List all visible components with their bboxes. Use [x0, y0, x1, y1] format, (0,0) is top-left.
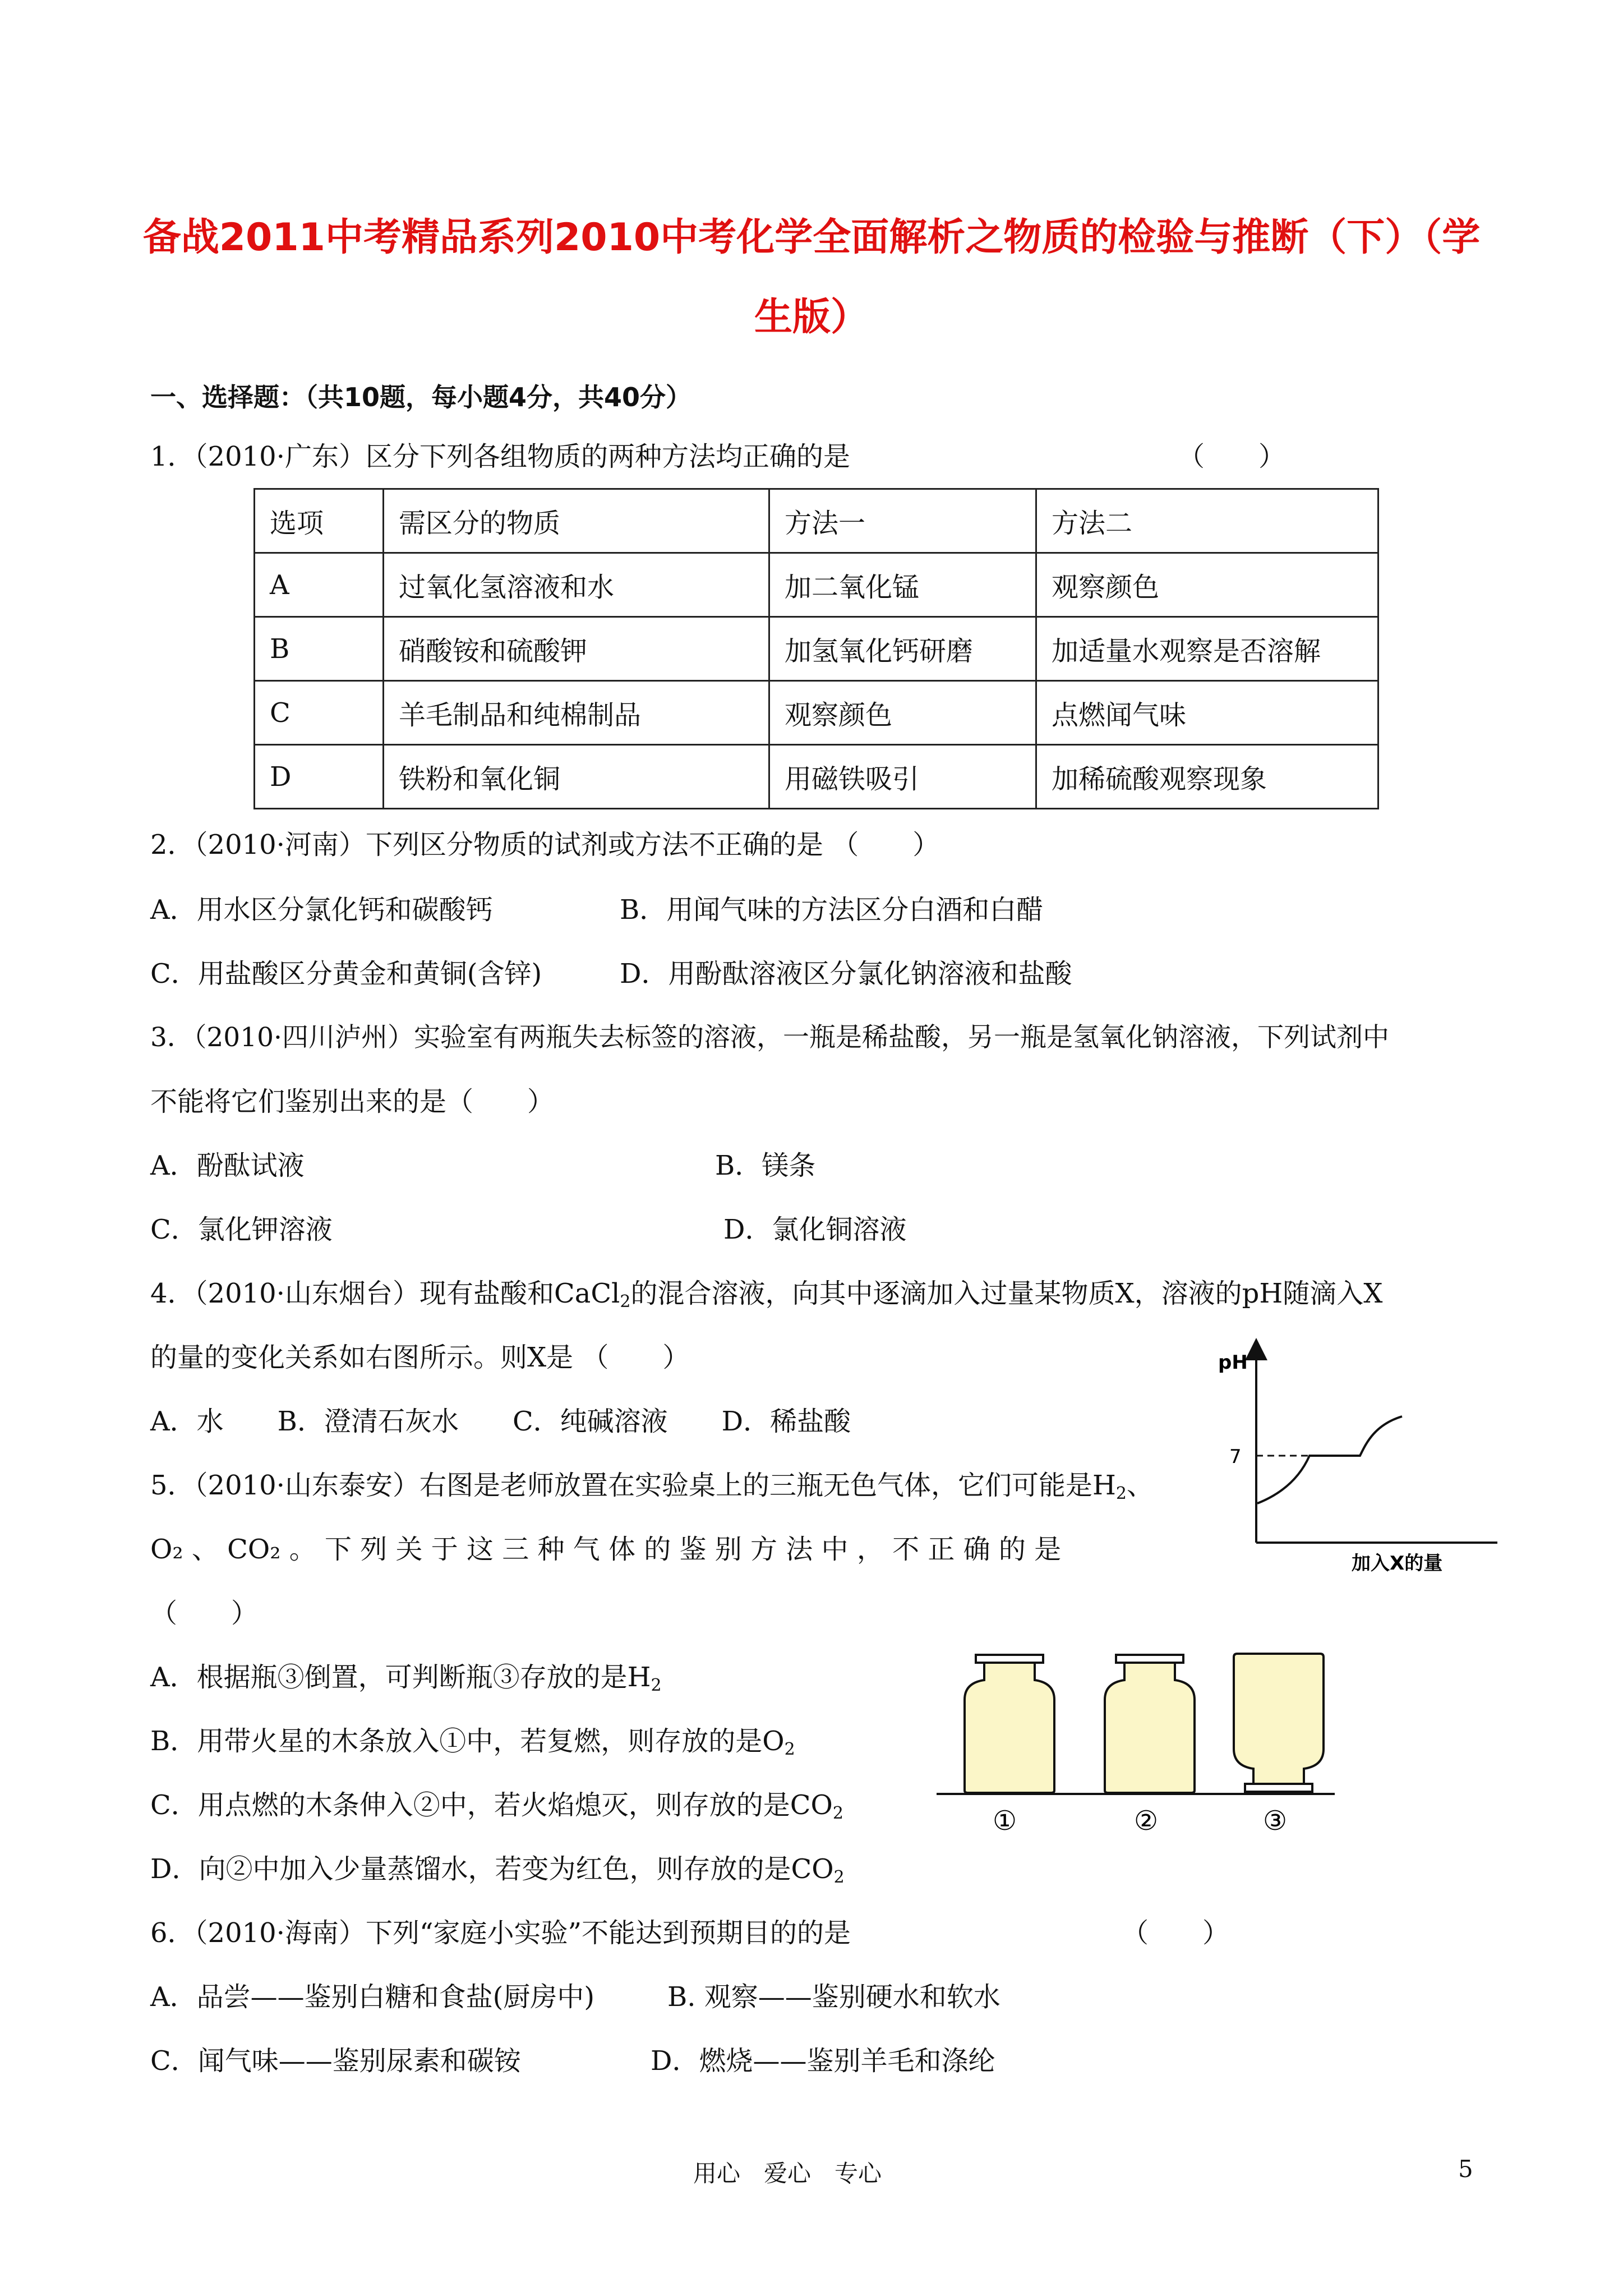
q2-stem: 2．（2010·河南）下列区分物质的试剂或方法不正确的是 （ ） — [150, 829, 940, 861]
table-row — [255, 617, 1378, 681]
table-cell: 加氢氧化钙研磨 — [769, 617, 1036, 681]
q3-option-b: B．镁条 — [715, 1150, 816, 1181]
table-cell: 观察颜色 — [769, 681, 1036, 745]
page-title-line1: 备战2011中考精品系列2010中考化学全面解析之物质的检验与推断（下）（学 — [142, 215, 1481, 260]
bottle-label-2: ② — [1134, 1805, 1159, 1837]
table-cell: 用磁铁吸引 — [769, 745, 1036, 809]
q5-option-b: B．用带火星的木条放入①中，若复燃，则存放的是$O_2$ — [150, 1726, 795, 1759]
q4-stem-line1 — [150, 1278, 1383, 1312]
table-cell: D — [255, 745, 384, 809]
table-cell: 加适量水观察是否溶解 — [1036, 617, 1378, 681]
q6-option-a: A．品尝——鉴别白糖和食盐(厨房中) — [150, 1981, 595, 2013]
q5-option-a: A．根据瓶③倒置，可判断瓶③存放的是$H_2$ — [150, 1662, 662, 1695]
q3-option-c: C．氯化钾溶液 — [150, 1214, 333, 1245]
table-cell: 过氧化氢溶液和水 — [384, 553, 769, 617]
q6-option-d: D．燃烧——鉴别羊毛和涤纶 — [651, 2045, 995, 2077]
q2-option-d: D．用酚酞溶液区分氯化钠溶液和盐酸 — [620, 958, 1072, 990]
q3-stem-line1: 3．（2010·四川泸州）实验室有两瓶失去标签的溶液，一瓶是稀盐酸，另一瓶是氢氧化钠溶液，下列试剂中 — [150, 1022, 1389, 1053]
q5-stem-line2: O₂ 、 CO₂ 。 下 列 关 于 这 三 种 气 体 的 鉴 别 方 法 中 ， 不 正 确 的 是 — [150, 1534, 1062, 1565]
table-cell: 观察颜色 — [1036, 553, 1378, 617]
q1-answer-blank: （ ） — [1178, 441, 1286, 472]
page-number: 5 — [1458, 2155, 1473, 2183]
q2-option-a: A．用水区分氯化钙和碳酸钙 — [150, 894, 493, 926]
bottle-1 — [965, 1655, 1054, 1793]
q1-stem: 1．（2010·广东）区分下列各组物质的两种方法均正确的是 — [150, 441, 850, 472]
q4-text-pre: 4．（2010·山东烟台）现有盐酸和 — [150, 1278, 554, 1309]
q1-options-table — [253, 488, 1379, 809]
table-cell: 点燃闻气味 — [1036, 681, 1378, 745]
table-row — [255, 553, 1378, 617]
table-cell: 羊毛制品和纯棉制品 — [384, 681, 769, 745]
q3-option-d: D．氯化铜溶液 — [723, 1214, 907, 1245]
page-title-line2: 生版） — [754, 295, 869, 339]
x-axis-label: 加入X的量 — [1352, 1552, 1443, 1575]
bottle-3-inverted — [1234, 1654, 1324, 1792]
y-tick-7: 7 — [1229, 1446, 1242, 1468]
q6-option-b: B. 观察——鉴别硬水和软水 — [667, 1981, 1000, 2013]
q3-stem-line2: 不能将它们鉴别出来的是（ ） — [150, 1086, 555, 1117]
q5-answer-blank: （ ） — [150, 1598, 259, 1629]
q4-stem-line2: 的量的变化关系如右图所示。则X是 （ ） — [150, 1342, 690, 1373]
table-cell: 硝酸铵和硫酸钾 — [384, 617, 769, 681]
gas-bottles-figure — [931, 1649, 1357, 1840]
table-header-cell: 需区分的物质 — [384, 489, 769, 553]
q5-option-d: D．向②中加入少量蒸馏水，若变为红色，则存放的是$CO_2$ — [150, 1853, 845, 1887]
q4-options: A．水 B．澄清石灰水 C．纯碱溶液 D．稀盐酸 — [150, 1406, 851, 1437]
q6-option-c: C．闻气味——鉴别尿素和碳铵 — [150, 2045, 521, 2077]
table-cell: 加二氧化锰 — [769, 553, 1036, 617]
table-row — [255, 681, 1378, 745]
table-cell: B — [255, 617, 384, 681]
bottle-label-1: ① — [993, 1805, 1017, 1837]
y-axis-label: pH — [1218, 1351, 1248, 1374]
table-cell: A — [255, 553, 384, 617]
q6-stem: 6．（2010·海南）下列“家庭小实验”不能达到预期目的的是 — [150, 1917, 851, 1949]
table-header-cell: 方法一 — [769, 489, 1036, 553]
table-header-cell: 方法二 — [1036, 489, 1378, 553]
q2-option-c: C．用盐酸区分黄金和黄铜(含锌) — [150, 958, 542, 990]
bottle-label-3: ③ — [1263, 1805, 1288, 1837]
table-header-cell: 选项 — [255, 489, 384, 553]
q5-stem-line1: 5．（2010·山东泰安）右图是老师放置在实验桌上的三瓶无色气体，它们可能是$H_2$、 — [150, 1470, 1154, 1503]
q4-text-post: 的混合溶液，向其中逐滴加入过量某物质X，溶液的pH随滴入X — [630, 1278, 1383, 1309]
table-header-row — [255, 489, 1378, 553]
table-cell: 铁粉和氧化铜 — [384, 745, 769, 809]
section-heading: 一、选择题：（共10题，每小题4分，共40分） — [150, 382, 692, 412]
footer-slogan: 用心 爱心 专心 — [693, 2160, 882, 2187]
q2-option-b: B．用闻气味的方法区分白酒和白醋 — [620, 894, 1044, 926]
table-cell: C — [255, 681, 384, 745]
table-cell: 加稀硫酸观察现象 — [1036, 745, 1378, 809]
ph-curve — [1257, 1416, 1402, 1503]
bottle-2 — [1105, 1655, 1195, 1793]
q4-formula: CaCl$_2$ — [554, 1278, 631, 1312]
ph-curve-graph — [1217, 1335, 1509, 1593]
q5-option-c: C．用点燃的木条伸入②中，若火焰熄灭，则存放的是$CO_2$ — [150, 1789, 843, 1823]
q3-option-a: A．酚酞试液 — [150, 1150, 305, 1181]
table-row — [255, 745, 1378, 809]
q6-answer-blank: （ ） — [1122, 1917, 1230, 1949]
